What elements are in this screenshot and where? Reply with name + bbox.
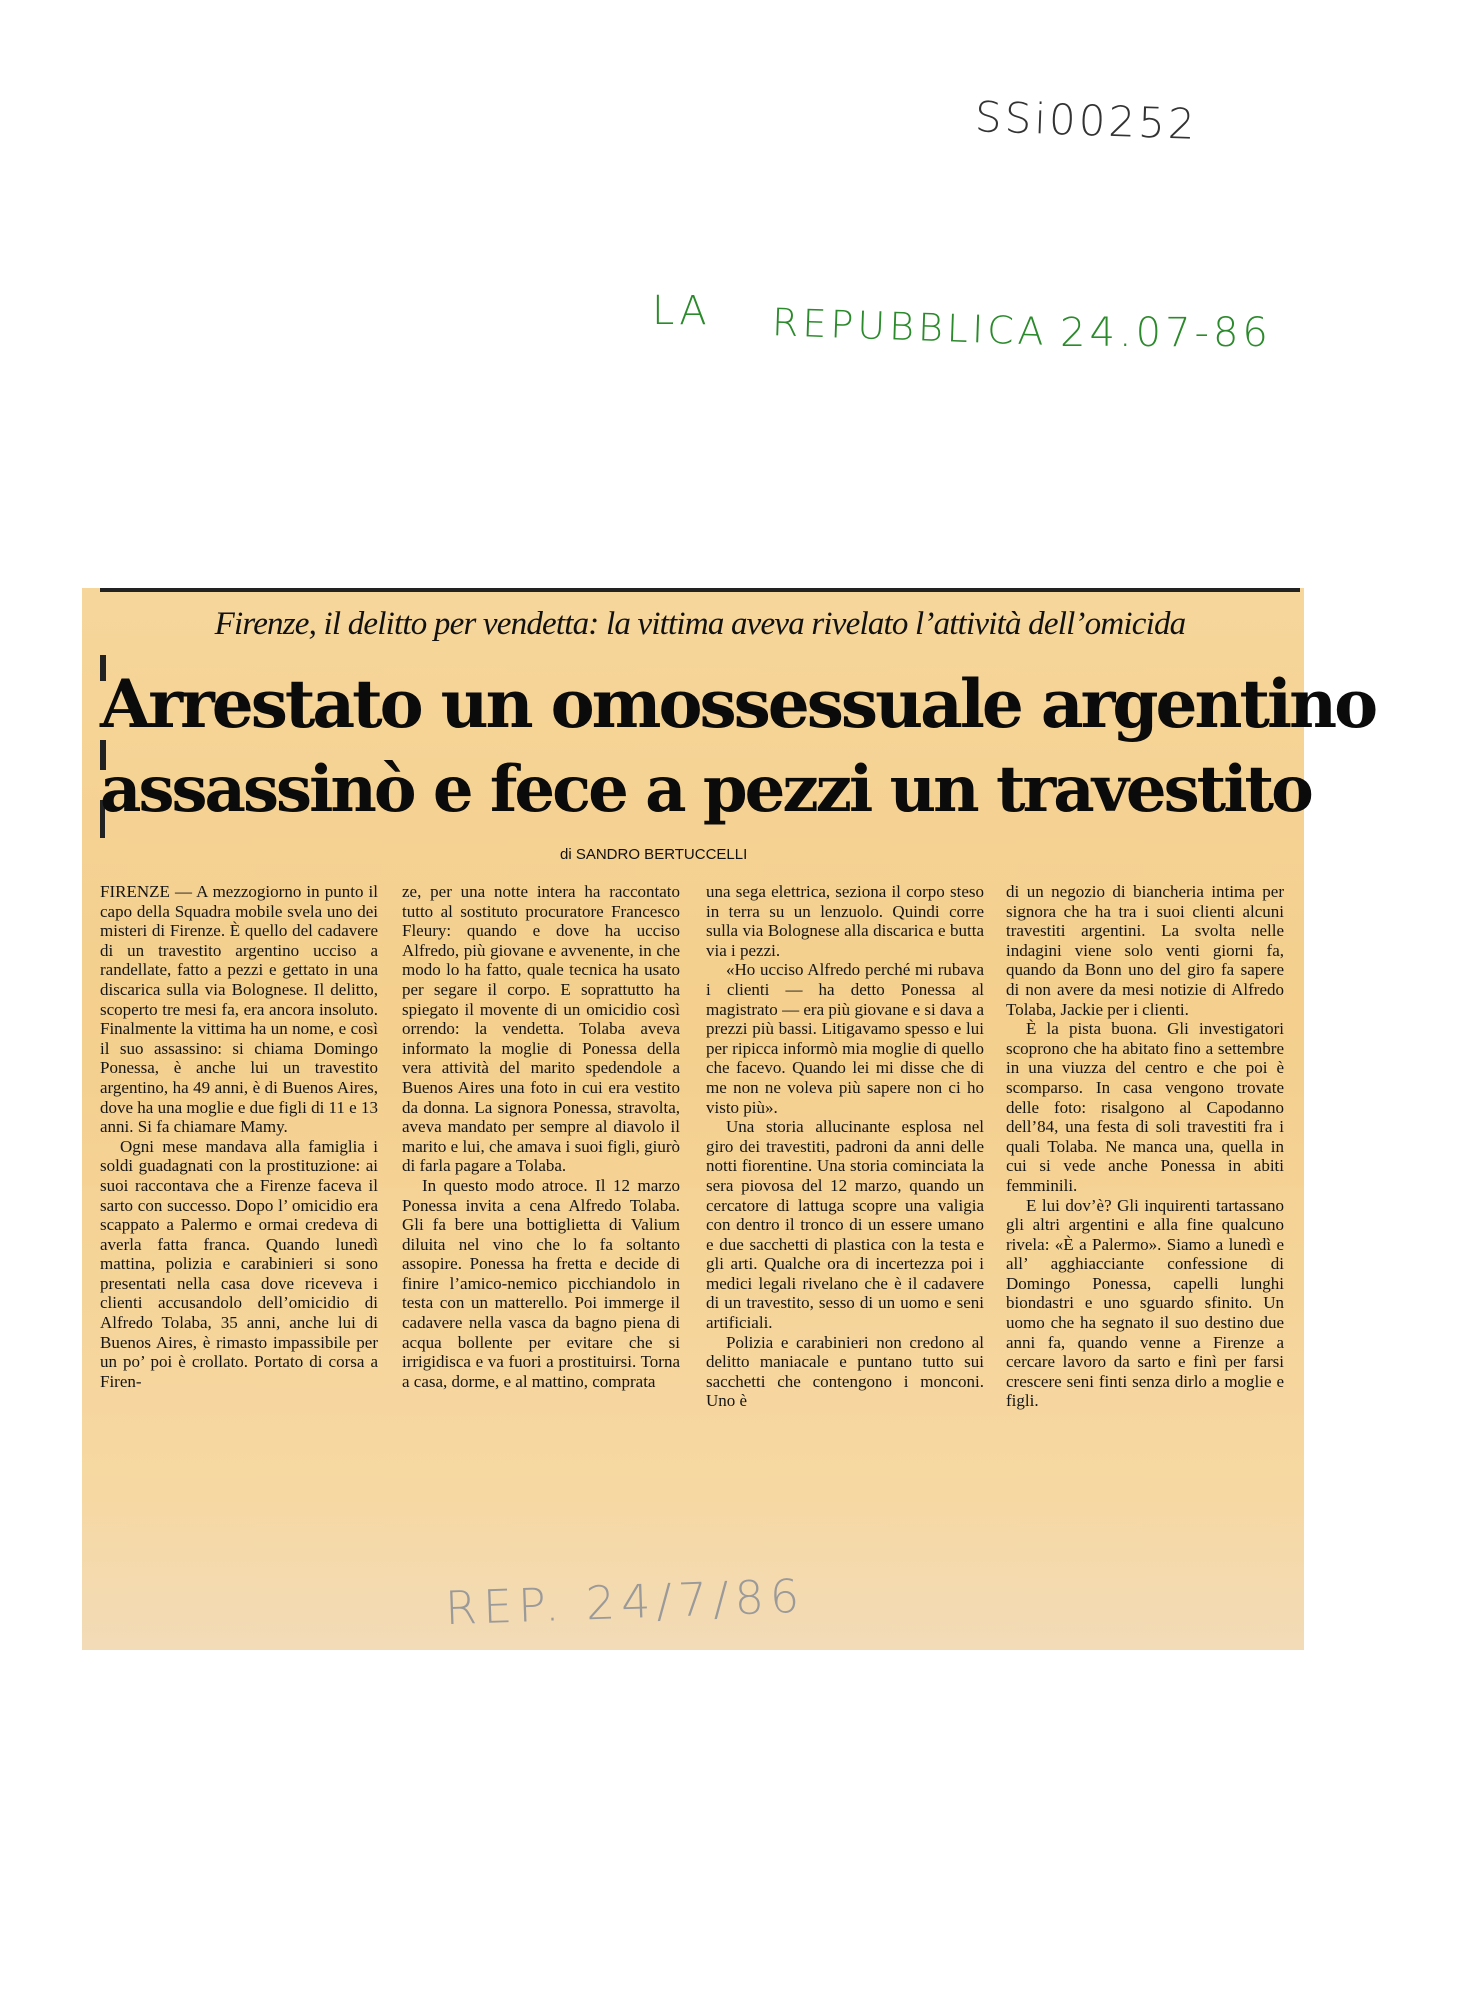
clipping-top-rule	[100, 588, 1300, 592]
headline-line-2: assassinò e fece a pezzi un travestito	[100, 752, 1311, 827]
article-kicker: Firenze, il delitto per vendetta: la vittima aveva rivelato l’attività dell’omicida	[214, 606, 1186, 642]
paragraph: Una storia allucinante esplosa nel giro dei travestiti, padroni da anni delle notti fiorentine. Una storia cominciata la sera piovosa del 12 marzo, quando un cercatore di lattuga scopre una valigia con dentro il tronco di un essere umano e due sacchetti di plastica con la testa e gli arti. Qualche ora di incertezza poi i medici legali rivelano che è il cadavere di un travestito, sesso di un uomo e seni artificiali.	[706, 1117, 984, 1333]
paragraph: E lui dov’è? Gli inquirenti tartassano gli altri argentini e alla fine qualcuno rivela: «È a Palermo». Siamo a lunedì e all’ agghiacciante confessione di Domingo Ponessa, capelli lunghi biondastri e uno sguardo sfinito. Un uomo che ha segnato il suo destino due anni fa, quando venne a Firenze a cercare lavoro da sarto e finì per farsi crescere seni finti senza dirlo a moglie e figli.	[1006, 1195, 1284, 1411]
article-column-1	[100, 882, 378, 1391]
source-handwritten-date: 24.07-86	[1060, 310, 1272, 356]
article-column-3	[706, 882, 984, 1411]
paragraph: È la pista buona. Gli investigatori scoprono che ha abitato fino a settembre in una viuzza del centro e che poi è scomparso. In casa vengono trovate delle foto: risalgono al Capodanno dell’84, una festa di soli travestiti fra i quali Tolaba. Ne manca una, quella in cui si vede anche Ponessa in abiti femminili.	[1006, 1019, 1284, 1195]
article-column-4	[1006, 882, 1284, 1411]
paragraph: Ogni mese mandava alla famiglia i soldi guadagnati con la prostituzione: ai suoi raccontava che a Firenze faceva il sarto con successo. Dopo l’ omicidio era scappato a Palermo e ormai credeva di averla fatta franca. Quando lunedì mattina, polizia e carabinieri si sono presentati nella casa dove riceveva i clienti accusandolo dell’omicidio di Alfredo Tolaba, 35 anni, anche lui di Buenos Aires, è rimasto impassibile per un po’ poi è crollato. Portato di corsa a Firen-	[100, 1136, 378, 1391]
source-handwritten-la: LA	[652, 288, 711, 334]
paragraph: di un negozio di biancheria intima per signora che ha tra i suoi clienti alcuni travestiti argentini. La svolta nelle indagini viene solo venti giorni fa, quando da Bonn uno del giro fa sapere di non avere da mesi notizie di Alfredo Tolaba, Jackie per i clienti.	[1006, 882, 1284, 1019]
article-column-2	[402, 882, 680, 1391]
paragraph: «Ho ucciso Alfredo perché mi rubava i clienti — ha detto Ponessa al magistrato — era più giovane e si dava a prezzi più bassi. Litigavamo spesso e lui per ripicca informò mia moglie di quello che facevo. Quando lei mi disse che di me non ne voleva più sapere non ci ho visto più».	[706, 960, 984, 1117]
paragraph: FIRENZE — A mezzogiorno in punto il capo della Squadra mobile svela uno dei misteri di Firenze. È quello del cadavere di un travestito argentino ucciso a randellate, fatto a pezzi e gettato in una discarica sulla via Bolognese. Il delitto, scoperto tre mesi fa, era ancora insoluto. Finalmente la vittima ha un nome, e così il suo assassino: si chiama Domingo Ponessa, è anche lui un travestito argentino, ha 49 anni, è di Buenos Aires, dove ha una moglie e due figli di 11 e 13 anni. Si fa chiamare Mamy.	[100, 882, 378, 1137]
paragraph: Polizia e carabinieri non credono al delitto maniacale e puntano tutto sui sacchetti che contengono i monconi. Uno è	[706, 1332, 984, 1411]
archive-code-handwritten: SSi00252	[974, 92, 1199, 149]
article-byline: di SANDRO BERTUCCELLI	[560, 846, 748, 863]
paragraph: In questo modo atroce. Il 12 marzo Ponessa invita a cena Alfredo Tolaba. Gli fa bere una bottiglietta di Valium diluita nel vino che lo fa soltanto assopire. Ponessa ha fretta e decide di finire l’amico-nemico picchiandolo in testa con un matterello. Poi immerge il cadavere nella vasca da bagno piena di acqua bollente per evitare che si irrigidisca e va fuori a prostituirsi. Torna a casa, dorme, e al mattino, comprata	[402, 1175, 680, 1391]
headline-line-1: Arrestato un omossessuale argentino	[100, 665, 1376, 743]
pencil-date-note: REP. 24/7/86	[444, 1568, 807, 1636]
paragraph: una sega elettrica, seziona il corpo steso in terra su un lenzuolo. Quindi corre sulla via Bolognese alla discarica e butta via i pezzi.	[706, 882, 984, 960]
paragraph: ze, per una notte intera ha raccontato tutto al sostituto procuratore Francesco Fleury: quando e dove ha ucciso Alfredo, più giovane e avvenente, in che modo lo ha fatto, quale tecnica ha usato per segare il corpo. E soprattutto ha spiegato il movente di un omicidio così orrendo: la vendetta. Tolaba aveva informato la moglie di Ponessa della vera attività del marito spedendole a Buenos Aires una foto in cui era vestito da donna. La signora Ponessa, stravolta, aveva mandato per sempre al diavolo il marito e lui, che amava i suoi figli, giurò di farla pagare a Tolaba.	[402, 882, 680, 1176]
source-handwritten-repubblica: REPUBBLICA	[771, 300, 1049, 354]
